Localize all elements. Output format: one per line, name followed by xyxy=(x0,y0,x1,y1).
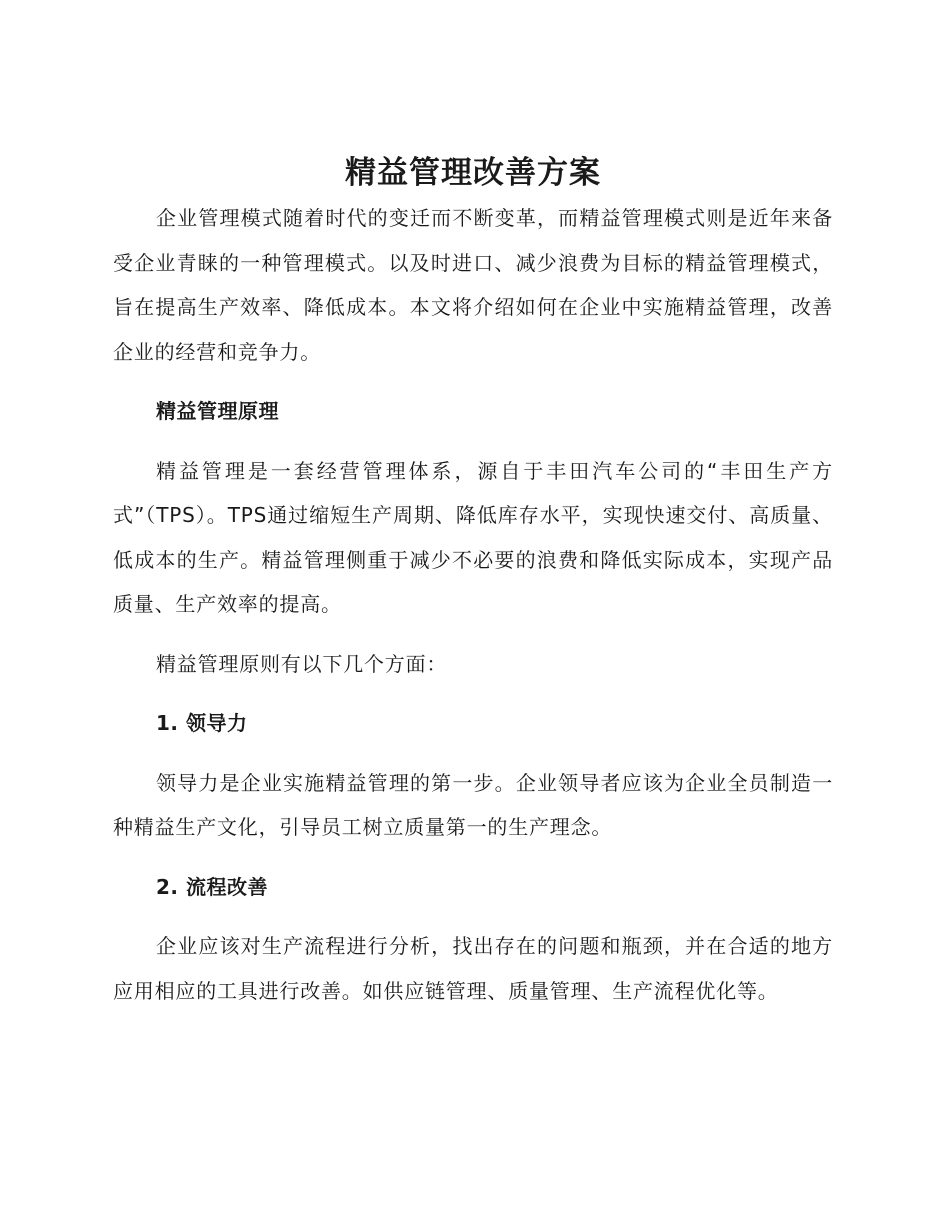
principles-paragraph: 精益管理是一套经营管理体系，源自于丰田汽车公司的“丰田生产方式”（TPS）。TPS通过缩短生产周期、降低库存水平，实现快速交付、高质量、低成本的生产。精益管理侧重于减少不必要的浪费和降低实际成本，实现产品质量、生产效率的提高。 xyxy=(113,458,833,616)
document-title: 精益管理改善方案 xyxy=(345,155,601,191)
item-heading-leadership: 1. 领导力 xyxy=(156,711,248,735)
spacer xyxy=(113,434,833,449)
document-page xyxy=(113,150,833,1013)
intro-paragraph: 企业管理模式随着时代的变迁而不断变革，而精益管理模式则是近年来备受企业青睐的一种管理模式。以及时进口、减少浪费为目标的精益管理模式，旨在提高生产效率、降低成本。本文将介绍如何在企业中实施精益管理，改善企业的经营和竞争力。 xyxy=(113,206,833,364)
spacer xyxy=(113,627,833,642)
spacer xyxy=(113,686,833,701)
item-heading-process-improvement: 2. 流程改善 xyxy=(156,874,268,899)
process-improvement-paragraph: 企业应该对生产流程进行分析，找出存在的问题和瓶颈，并在合适的地方应用相应的工具进行改善。如供应链管理、质量管理、生产流程优化等。 xyxy=(113,934,833,1003)
principles-list-intro: 精益管理原则有以下几个方面： xyxy=(156,651,448,676)
leadership-paragraph: 领导力是企业实施精益管理的第一步。企业领导者应该为企业全员制造一种精益生产文化，引导员工树立质量第一的生产理念。 xyxy=(113,770,833,839)
section-heading-principles: 精益管理原理 xyxy=(156,399,279,423)
spacer xyxy=(113,374,833,389)
spacer xyxy=(113,850,833,865)
spacer xyxy=(113,909,833,924)
spacer xyxy=(113,746,833,761)
